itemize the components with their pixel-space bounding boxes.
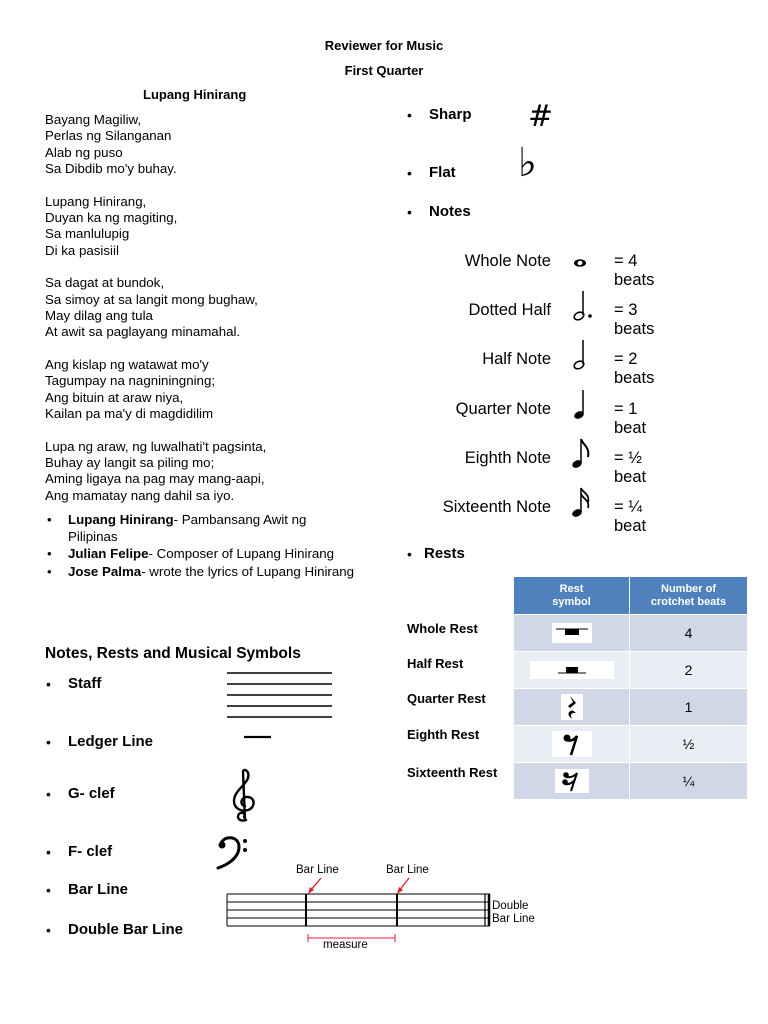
rest-beats-cell: 4 <box>630 615 748 652</box>
table-row <box>514 726 748 763</box>
note-beats: = ¼ beat <box>614 498 647 535</box>
note-name: Sixteenth Note <box>442 498 551 516</box>
list-item <box>45 546 355 563</box>
bullet: • <box>407 107 412 123</box>
bar-line-caption: Bar Line <box>386 864 429 876</box>
sharp-icon: # <box>528 99 554 134</box>
bar-line-label: Bar Line <box>68 881 129 898</box>
table-header-row <box>514 577 748 615</box>
quarter-note-icon <box>573 388 591 422</box>
table-row <box>514 763 748 800</box>
bullet: • <box>46 844 51 860</box>
bullet: • <box>46 882 51 898</box>
table-row <box>514 652 748 689</box>
note-beats: = 1 beat <box>614 400 647 437</box>
column-header <box>630 577 748 615</box>
lyric-line: Sa simoy at sa langit mong bughaw, <box>45 291 258 307</box>
fact-term: Lupang Hinirang <box>68 512 174 527</box>
lyric-line: Lupang Hinirang, <box>45 193 147 209</box>
half-rest-icon <box>530 661 614 679</box>
rest-name: Quarter Rest <box>407 691 486 706</box>
header-text: crotchet beats <box>650 595 727 608</box>
half-note-icon <box>573 338 591 372</box>
rests-table <box>513 576 748 800</box>
g-clef-label: G- clef <box>68 785 115 802</box>
list-item <box>45 512 355 545</box>
fact-term: Jose Palma <box>68 563 142 579</box>
sixteenth-rest-icon <box>555 769 589 793</box>
lyric-line: Ang mamatay nang dahil sa iyo. <box>45 487 235 503</box>
fact-term: Julian Felipe <box>68 546 149 561</box>
rests-label: Rests <box>424 545 465 562</box>
staff-icon <box>226 670 334 722</box>
note-beats: = ½ beat <box>614 449 647 486</box>
bullet: • <box>46 734 51 750</box>
rest-symbol-cell <box>514 726 630 763</box>
table-row <box>514 615 748 652</box>
rest-beats-cell: 1 <box>630 689 748 726</box>
quarter-rest-icon <box>561 694 583 720</box>
section-heading: Notes, Rests and Musical Symbols <box>45 645 301 662</box>
eighth-rest-icon <box>552 731 592 757</box>
sixteenth-note-icon <box>570 486 592 520</box>
fact-desc: - Pambansang Awit ng Pilipinas <box>68 512 307 544</box>
header-text: Number of <box>661 582 716 595</box>
lyric-line: Ang kislap ng watawat mo'y <box>45 357 209 373</box>
lyric-line: Di ka pasisiil <box>45 242 119 258</box>
lyric-line: Sa manlulupig <box>45 226 130 242</box>
column-header <box>514 577 630 615</box>
notes-label: Notes <box>429 203 471 220</box>
measure-caption: measure <box>323 939 368 951</box>
note-name: Dotted Half <box>468 301 551 319</box>
lyric-line: Lupa ng araw, ng luwalhati't pagsinta, <box>45 438 267 454</box>
rest-beats-cell: ¼ <box>630 763 748 800</box>
bullet: • <box>46 922 51 938</box>
rest-beats-cell: ½ <box>630 726 748 763</box>
bullet: • <box>407 204 412 220</box>
table-row <box>514 689 748 726</box>
lyric-line: At awit sa paglayang minamahal. <box>45 324 241 340</box>
ledger-line-icon <box>243 733 273 741</box>
rest-symbol-cell <box>514 615 630 652</box>
sharp-label: Sharp <box>429 106 472 123</box>
list-item <box>45 564 355 581</box>
lyric-line: Buhay ay langit sa piling mo; <box>45 455 215 471</box>
note-name: Eighth Note <box>464 449 551 467</box>
lyric-line: Sa Dibdib mo'y buhay. <box>45 160 177 176</box>
lyric-line: Ang bituin at araw niya, <box>45 389 184 405</box>
note-beats: = 3 beats <box>614 301 655 338</box>
song-title: Lupang Hinirang <box>143 87 247 102</box>
bullet: • <box>46 786 51 802</box>
whole-note-icon <box>573 256 589 268</box>
eighth-note-icon <box>570 437 592 471</box>
dotted-half-note-icon <box>573 289 597 323</box>
whole-rest-icon <box>552 623 592 643</box>
anthem-lyrics <box>45 112 365 520</box>
lyric-line: Kailan pa ma'y di magdidilim <box>45 405 214 421</box>
stanza-1 <box>45 112 365 177</box>
fact-desc: - Composer of Lupang Hinirang <box>148 546 335 561</box>
facts-list <box>45 512 355 581</box>
lyric-line: May dilag ang tula <box>45 307 153 323</box>
rest-name: Sixteenth Rest <box>407 765 498 780</box>
bullet: • <box>407 165 412 181</box>
lyric-line: Tagumpay na nagniningning; <box>45 373 216 389</box>
double-bar-line-label: Double Bar Line <box>68 921 184 938</box>
flat-label: Flat <box>429 164 456 181</box>
bar-line-caption: Bar Line <box>296 864 339 876</box>
lyric-line: Bayang Magiliw, <box>45 112 142 127</box>
g-clef-icon <box>228 768 262 824</box>
lyric-line: Duyan ka ng magiting, <box>45 209 178 225</box>
note-beats: = 2 beats <box>614 350 655 387</box>
rest-name: Half Rest <box>407 656 464 671</box>
header-text: Rest <box>559 582 584 595</box>
header-text: symbol <box>552 595 591 608</box>
rest-symbol-cell <box>514 763 630 800</box>
rest-beats-cell: 2 <box>630 652 748 689</box>
stanza-3 <box>45 275 365 340</box>
lyric-line: Sa dagat at bundok, <box>45 275 165 291</box>
stanza-4 <box>45 357 365 422</box>
note-beats: = 4 beats <box>614 252 655 289</box>
lyric-line: Perlas ng Silanganan <box>45 128 172 144</box>
f-clef-label: F- clef <box>68 843 113 860</box>
page-title: Reviewer for Music <box>324 38 444 53</box>
stanza-2 <box>45 194 365 259</box>
staff-label: Staff <box>68 675 102 692</box>
lyric-line: Alab ng puso <box>45 144 123 160</box>
double-bar-caption: Bar Line <box>492 913 535 925</box>
fact-desc: - wrote the lyrics of Lupang Hinirang <box>141 563 355 579</box>
note-name: Half Note <box>482 350 551 368</box>
stanza-5 <box>45 439 365 504</box>
flat-icon: ♭ <box>518 140 537 186</box>
rest-name: Eighth Rest <box>407 727 480 742</box>
f-clef-icon <box>215 834 249 870</box>
note-name: Whole Note <box>464 252 551 270</box>
note-name: Quarter Note <box>455 400 551 418</box>
bullet: • <box>46 676 51 692</box>
ledger-line-label: Ledger Line <box>68 733 154 750</box>
rest-name: Whole Rest <box>407 621 478 636</box>
bullet: • <box>407 546 412 562</box>
rest-symbol-cell <box>514 689 630 726</box>
page-subtitle: First Quarter <box>344 63 424 78</box>
rest-symbol-cell <box>514 652 630 689</box>
double-bar-caption: Double <box>492 900 529 912</box>
lyric-line: Aming ligaya na pag may mang-aapi, <box>45 471 265 487</box>
